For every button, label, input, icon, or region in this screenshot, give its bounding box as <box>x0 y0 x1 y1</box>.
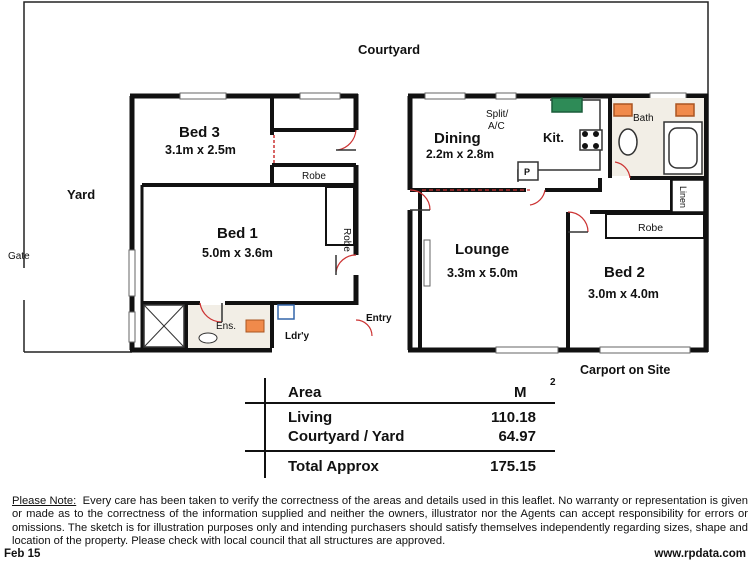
area-total-label: Total Approx <box>288 458 379 475</box>
robe-bed3-label: Robe <box>302 171 326 182</box>
plan-date: Feb 15 <box>4 548 41 560</box>
laundry-label: Ldr'y <box>285 331 310 342</box>
robe-bed2-label: Robe <box>638 222 664 234</box>
carport-label: Carport on Site <box>580 363 671 377</box>
bed1-size: 5.0m x 3.6m <box>202 246 273 260</box>
linen-label: Linen <box>678 186 688 209</box>
bed3-size: 3.1m x 2.5m <box>165 143 236 157</box>
lounge-name: Lounge <box>455 241 510 258</box>
area-row-value: 64.97 <box>498 428 536 445</box>
split-ac-label: A/C <box>488 121 505 132</box>
area-unit-superscript: 2 <box>550 377 556 388</box>
yard-label: Yard <box>67 187 96 202</box>
robe-bed1-label: Robe <box>341 228 352 252</box>
gate-label: Gate <box>8 251 30 262</box>
courtyard-label: Courtyard <box>358 42 421 57</box>
ensuite-label: Ens. <box>216 321 237 332</box>
website-label: www.rpdata.com <box>654 548 746 560</box>
bed1-name: Bed 1 <box>217 225 258 242</box>
dining-name: Dining <box>434 130 481 147</box>
pantry-label: P <box>524 167 531 177</box>
kitchen-label: Kit. <box>543 130 564 145</box>
area-total-value: 175.15 <box>490 458 536 475</box>
bed3-name: Bed 3 <box>179 124 220 141</box>
area-unit: M <box>514 384 527 401</box>
bed2-size: 3.0m x 4.0m <box>588 287 659 301</box>
area-header: Area <box>288 384 322 401</box>
disclaimer-heading: Please Note: <box>12 495 77 507</box>
lounge-size: 3.3m x 5.0m <box>447 266 518 280</box>
disclaimer-text: Every care has been taken to verify the correctness of the areas and details used in this leaflet. No warranty or representation is given or made as to the correctness of the information supplied and neither the owners, illustrator nor the Agents can accept responsibility for errors or omissions. The sketch is for illustration purposes only and intending purchasers should satisfy themselves independently regarding sizes, shape and location of the property. Please check with local council that all structures are approved. <box>12 495 748 548</box>
bed2-name: Bed 2 <box>604 264 645 281</box>
basin-icon <box>199 333 217 343</box>
area-row-value: 110.18 <box>490 409 536 426</box>
toilet-icon <box>246 320 264 332</box>
entry-label: Entry <box>366 313 392 324</box>
disclaimer-note <box>12 495 748 549</box>
area-row-label: Courtyard / Yard <box>288 428 405 445</box>
laundry-tub <box>278 305 294 319</box>
split-ac-label: Split/ <box>486 109 509 120</box>
area-row-label: Living <box>288 409 333 426</box>
dining-size: 2.2m x 2.8m <box>426 147 495 161</box>
bath-label: Bath <box>633 113 654 124</box>
